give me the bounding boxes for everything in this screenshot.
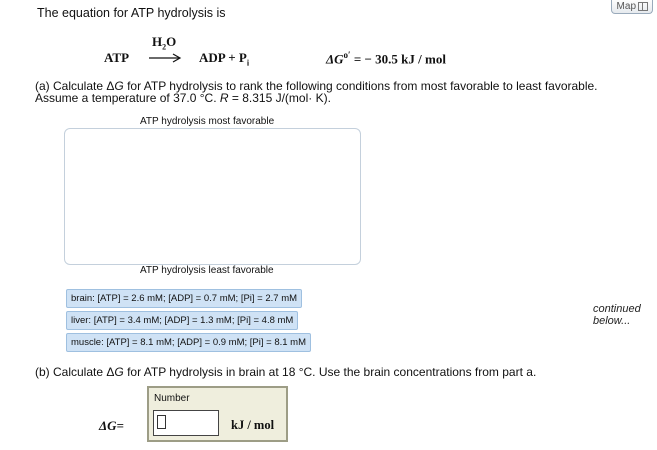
dg-symbol: ΔG <box>326 51 344 67</box>
catalyst-subscript: 2 <box>162 42 167 52</box>
part-a-line-1-post: for ATP hydrolysis to rank the following conditions from most favorable to least favorable. <box>123 79 598 93</box>
part-b-question <box>35 365 536 379</box>
part-a-variable-g: G <box>114 79 124 93</box>
dg-superscript: o′ <box>343 50 351 60</box>
answer-panel <box>147 386 288 442</box>
part-b-pre: (b) Calculate Δ <box>35 365 115 379</box>
standard-free-energy <box>326 50 446 67</box>
part-b-post: for ATP hydrolysis in brain at 18 °C. Use the brain concentrations from part a. <box>123 365 537 379</box>
reaction-arrow-icon <box>148 53 182 63</box>
products-main: ADP + P <box>199 50 247 65</box>
rank-most-favorable-label: ATP hydrolysis most favorable <box>140 116 275 127</box>
part-a-line-1-pre: (a) Calculate Δ <box>35 79 115 93</box>
draggable-chip-muscle[interactable]: muscle: [ATP] = 8.1 mM; [ADP] = 0.9 mM; [Pi] = 8.1 mM <box>66 333 311 352</box>
continued-note <box>593 303 653 327</box>
products-subscript: i <box>246 58 250 68</box>
equation-catalyst <box>152 34 176 52</box>
map-button[interactable] <box>611 0 653 14</box>
catalyst-o: O <box>166 34 177 49</box>
rank-least-favorable-label: ATP hydrolysis least favorable <box>140 265 274 276</box>
equation-reactant: ATP <box>104 50 130 65</box>
draggable-chip-liver[interactable]: liver: [ATP] = 3.4 mM; [ADP] = 1.3 mM; [Pi] = 4.8 mM <box>66 311 298 330</box>
part-a-line-2-pre: Assume a temperature of 37.0 °C. <box>35 91 220 105</box>
unit-label: kJ / mol <box>231 418 275 432</box>
part-a-line-2-post: = 8.315 J/(mol· K). <box>228 91 331 105</box>
part-b-variable-g: G <box>114 365 124 379</box>
atp-hydrolysis-equation <box>104 34 484 70</box>
part-a-variable-r: R <box>219 91 229 105</box>
part-a-line-2 <box>35 92 635 104</box>
intro-text: The equation for ATP hydrolysis is <box>37 6 226 20</box>
ranking-drop-zone[interactable] <box>64 128 361 265</box>
draggable-chip-brain[interactable]: brain: [ATP] = 2.6 mM; [ADP] = 0.7 mM; [Pi] = 2.7 mM <box>66 289 302 308</box>
number-label: Number <box>154 393 190 404</box>
map-button-label: Map <box>616 0 636 12</box>
map-icon <box>638 2 648 11</box>
dg-value: = − 30.5 kJ / mol <box>350 51 446 67</box>
equation-products <box>199 50 249 68</box>
continued-line-1: continued <box>593 303 641 315</box>
delta-g-label: ΔG= <box>99 418 124 433</box>
part-a-question <box>35 80 635 104</box>
continued-line-2: below... <box>593 315 631 327</box>
catalyst-h: H <box>152 34 163 49</box>
input-placeholder-box-icon <box>157 415 166 429</box>
